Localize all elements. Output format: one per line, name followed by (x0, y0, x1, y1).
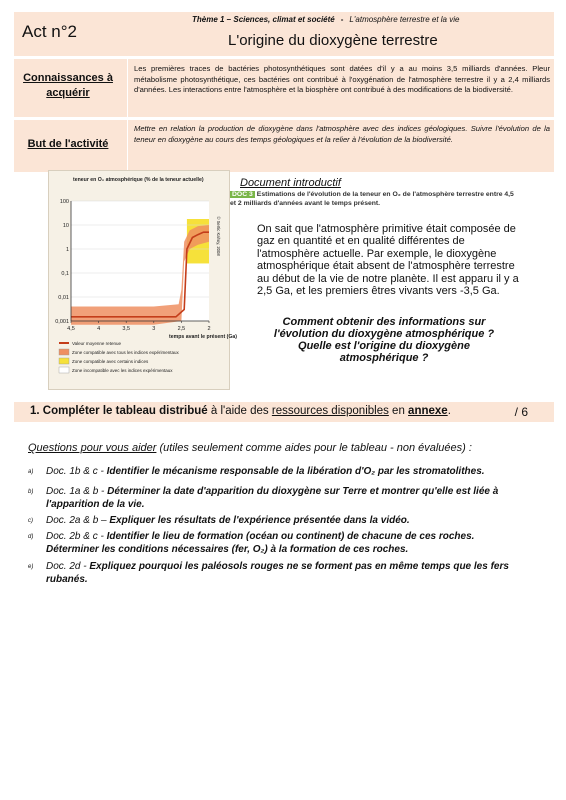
theme-label: Thème 1 – Sciences, climat et société (192, 15, 335, 24)
y-tick-label: 0,01 (58, 295, 69, 301)
x-tick-label: 4 (97, 326, 101, 332)
header (14, 12, 554, 160)
legend-label: Valeur moyenne retenue (72, 341, 121, 346)
task-text: à l'aide des (207, 405, 272, 417)
document-caption (230, 191, 520, 208)
question-item (28, 561, 528, 586)
goal-text: Mettre en relation la production de dioxygène dans l'atmosphère avec des indices géologiques. Suivre l'évolution de la teneur en dioxygène au cours des temps géologiques et la relier à l'évolution de la biodiversité. (134, 124, 550, 144)
knowledge-row (14, 59, 554, 117)
legend-swatch (59, 367, 69, 373)
question-item (28, 531, 528, 556)
question-ref: Doc. 2b & c - (46, 531, 107, 542)
x-tick-label: 2 (207, 326, 211, 332)
page-title: L'origine du dioxygène terrestre (228, 32, 438, 49)
y-tick-label: 100 (59, 199, 69, 205)
intro-paragraph: On sait que l'atmosphère primitive était composée de gaz en quantité et en qualité différentes de l'atmosphère actuelle. Par exemple, le dioxygène atmosphérique était absent de l'atmosphère terrestre au début de la vie de notre planète. Il est apparu il y a 2,5 Ga, et les premiers êtres vivants vers -3,5 Ga. (257, 223, 519, 298)
document-caption-text: Estimations de l'évolution de la teneur en O₂ de l'atmosphère terrestre entre 4,5 et 2 milliards d'années avant le temps présent. (230, 191, 514, 207)
question-ref: Doc. 1a & b - (46, 486, 108, 497)
question-ref: Doc. 1b & c - (46, 466, 107, 477)
task-score: / 6 (514, 405, 528, 419)
x-tick-label: 2,5 (177, 326, 186, 332)
y-tick-label: 10 (62, 223, 69, 229)
question-item (28, 466, 528, 479)
annex-link[interactable]: annexe (408, 405, 448, 417)
question-body (46, 531, 516, 556)
knowledge-label-line2: acquérir (46, 87, 90, 99)
help-title: Questions pour vous aider (28, 442, 157, 454)
task-bar (14, 402, 554, 422)
question-item (28, 486, 528, 511)
knowledge-text: Les premières traces de bactéries photosynthétiques sont datées d'il y a au moins 3,5 milliards d'années. Pleur métabolisme photosynthétique, ces bactéries ont contribué à l'oxygénation de l'atmosphère terrestre il y a 2,4 milliards d'années. Les interactions entre l'atmosphère et la biosphère ont contribué à des modifications de la biodiversité. (134, 64, 550, 95)
question-body (46, 515, 516, 528)
legend-label: Zone compatible avec certains indices (72, 359, 149, 364)
question-item (28, 515, 528, 528)
question-text: Identifier le mécanisme responsable de la libération d'O₂ par les stromatolithes. (106, 466, 485, 477)
header-banner (14, 12, 554, 56)
y-tick-label: 0,001 (55, 319, 69, 325)
x-tick-label: 3,5 (122, 326, 131, 332)
question-ref: Doc. 2d - (46, 561, 90, 572)
theme-separator: - (340, 15, 344, 24)
document-tag: DOC 3 (232, 191, 253, 198)
question-ref: Doc. 2a & b – (46, 515, 110, 526)
legend-label: Zone incompatible avec les indices expérimentaux (72, 368, 173, 373)
legend-swatch (59, 349, 69, 355)
task-instruction (30, 405, 451, 417)
legend-swatch (59, 358, 69, 364)
x-axis-label: temps avant le présent (Ga) (168, 334, 238, 340)
help-note: (utiles seulement comme aides pour le tableau - non évaluées) : (156, 442, 472, 454)
chart-copyright: © Sertic Kahoy, 2008 (216, 216, 221, 256)
theme-subtitle: L'atmosphère terrestre et la vie (349, 15, 460, 24)
divider (127, 120, 128, 172)
question-marker: b) (28, 489, 34, 495)
problem-question: Comment obtenir des informations sur l'évolution du dioxygène atmosphérique ? Quelle est l'origine du dioxygène atmosphérique ? (273, 316, 495, 364)
resources-link[interactable]: ressources disponibles (271, 405, 389, 417)
theme-line (192, 15, 459, 24)
question-marker: e) (28, 564, 34, 570)
x-tick-label: 3 (152, 326, 156, 332)
task-text: en (388, 405, 409, 417)
question-marker: d) (28, 534, 34, 540)
question-body (46, 561, 516, 586)
x-tick-label: 4,5 (67, 326, 75, 332)
y-tick-label: 1 (65, 247, 69, 253)
help-heading (28, 442, 472, 454)
question-body (46, 466, 516, 479)
knowledge-label (14, 71, 122, 101)
knowledge-label-line1: Connaissances à (23, 72, 113, 84)
o2-chart (48, 170, 238, 390)
divider (127, 59, 128, 117)
question-marker: c) (28, 518, 33, 524)
goal-row (14, 120, 554, 172)
goal-label: But de l'activité (27, 138, 109, 150)
task-label: 1. Compléter le tableau distribué (30, 405, 208, 417)
activity-number: Act n°2 (22, 22, 77, 41)
document-title: Document introductif (240, 177, 341, 189)
legend-label: Zone compatible avec tous les indices expérimentaux (72, 350, 179, 355)
task-text: . (447, 405, 451, 417)
y-axis-label: teneur en O₂ atmosphérique (% de la teneur actuelle) (73, 177, 204, 183)
question-body (46, 486, 516, 511)
question-text: Expliquez pourquoi les paléosols rouges ne se forment pas en même temps que les fers rubanés. (46, 561, 509, 585)
y-tick-label: 0,1 (61, 271, 69, 277)
o2-chart-svg (49, 171, 238, 389)
question-text: Expliquer les résultats de l'expérience présentée dans la vidéo. (109, 515, 410, 526)
question-text: Déterminer la date d'apparition du dioxygène sur Terre et montrer qu'elle est liée à l'apparition de la vie. (46, 486, 499, 510)
question-text: Identifier le lieu de formation (océan ou continent) de chacune de ces roches. Déterminer les conditions nécessaires (fer, O₂) à la formation de ces roches. (46, 531, 475, 555)
question-marker: a) (28, 469, 34, 475)
